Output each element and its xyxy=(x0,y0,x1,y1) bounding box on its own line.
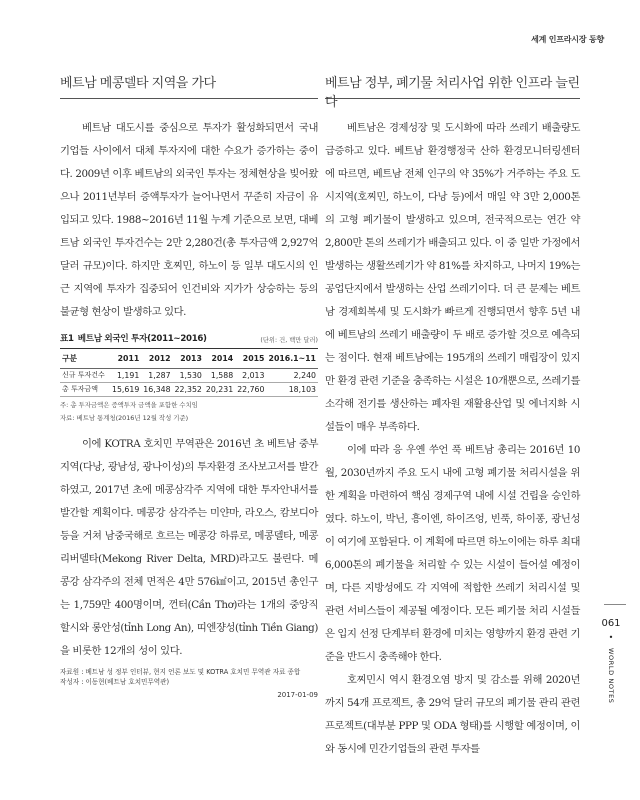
right-paragraph-1: 베트남은 경제성장 및 도시화에 따라 쓰레기 배출량도 급증하고 있다. 베트남 환경행정국 산하 환경모니터링센터에 따르면, 베트남 전체 인구의 약 35%가 거주하는 주요 도시지역(호찌민, 하노이, 다낭 등)에서 매일 약 3만 2,000톤의 고형 폐기물이 발생하고 있으며, 전국적으로는 연간 약 2,800만 톤의 쓰레기가 배출되고 있다. 이 중 일반 가정에서 발생하는 생활쓰레기가 약 81%를 차지하고, 나머지 19%는 공업단지에서 발생하는 산업 쓰레기이다. 더 큰 문제는 베트남 경제회복세 및 도시화가 빠르게 진행되면서 향후 5년 내에 베트남의 쓰레기 배출량이 두 배로 증가할 것으로 예측되는 점이다. 현재 베트남에는 195개의 쓰레기 매립장이 있지만 환경 관련 기준을 충족하는 시설은 10개뿐으로, 쓰레기를 소각해 전기를 생산하는 폐자원 재활용산업 및 에너지화 시설들이 매우 부족하다. xyxy=(325,122,580,433)
table-source: 자료: 베트남 통계청(2016년 12월 작성 기준) xyxy=(60,414,189,422)
table-cell: 15,619 xyxy=(110,383,141,397)
table-title-text: 베트남 외국인 투자(2011~2016) xyxy=(77,334,207,344)
table-header-cell: 2012 xyxy=(141,349,172,369)
table-row-label: 신규 투자건수 xyxy=(60,369,110,383)
source-line xyxy=(60,667,318,677)
right-paragraph-2: 이에 따라 응 우옌 쑤언 푹 베트남 총리는 2016년 10월, 2030년까지 주요 도시 내에 고형 폐기물 처리시설을 위한 계획을 마련하여 핵심 경제구역 내에 시설 건립을 승인하였다. 하노이, 박닌, 흥이엔, 하이즈엉, 빈푹, 하이퐁, 광닌성이 여기에 포함된다. 이 계획에 따르면 하노이에는 하루 최대 6,000톤의 폐기물을 처리할 수 있는 시설이 들어설 예정이며, 다른 지방성에도 각 지역에 적합한 쓰레기 처리시설 및 관련 서비스들이 제공될 예정이다. 모든 폐기물 처리 시설들은 입지 선정 단계부터 환경에 미치는 영향까지 환경 관련 기준을 반드시 충족해야 한다. xyxy=(325,444,580,663)
table-unit: (단위: 건, 백만 달러) xyxy=(260,337,318,344)
table-note: 주: 총 투자금액은 증액투자 금액을 포함한 수치임 xyxy=(60,401,198,409)
investment-table xyxy=(60,348,318,397)
side-bullet: • xyxy=(608,633,614,642)
table-row xyxy=(60,369,318,383)
table-header-cell: 2016.1~11 xyxy=(266,349,318,369)
source-value: 베트남 성 정부 인터뷰, 현지 언론 보도 및 KOTRA 호치민 무역관 자료 종합 xyxy=(85,668,301,676)
table-row xyxy=(60,383,318,397)
right-column xyxy=(325,72,580,761)
running-header: 세계 인프라시장 동향 xyxy=(531,35,604,44)
table-cell: 18,103 xyxy=(266,383,318,397)
table-cell: 1,191 xyxy=(110,369,141,383)
table-title xyxy=(60,332,207,344)
table-header-cell: 2013 xyxy=(173,349,204,369)
left-article-title: 베트남 메콩델타 지역을 가다 xyxy=(60,76,216,91)
source-value: 이동현(베트남 호치민무역관) xyxy=(85,678,170,686)
table-header-cell: 2014 xyxy=(204,349,235,369)
source-line xyxy=(60,677,318,687)
source-key: 작성자 : xyxy=(60,678,84,686)
left-paragraph-2: 이에 KOTRA 호치민 무역관은 2016년 초 베트남 중부지역(다낭, 광남성, 광나이성)의 투자환경 조사보고서를 발간하였고, 2017년 초에 메콩삼각주 지역에 대한 투자안내서를 발간할 계획이다. 메콩강 삼각주는 미얀마, 라오스, 캄보디아 등을 거쳐 남중국해로 흐르는 메콩강 하류로, 메콩델타, 메콩리버델타(Mekong River Delta, MRD)라고도 불린다. 메콩강 삼각주의 전체 면적은 4만 576㎢이고, 2015년 총인구는 1,759만 400명이며, 껀터(Cần Thơ)라는 1개의 중앙직할시와 롱안성(tỉnh Long An), 띠엔쟝성(tỉnh Tiền Giang)을 비롯한 12개의 성이 있다. xyxy=(60,438,318,657)
side-label: WORLD NOTES xyxy=(607,648,615,704)
investment-table-block xyxy=(60,332,318,423)
table-cell: 22,760 xyxy=(235,383,266,397)
table-number: 표1 xyxy=(60,334,74,344)
table-row-label: 총 투자금액 xyxy=(60,383,110,397)
table-header-cell: 2011 xyxy=(110,349,141,369)
left-column xyxy=(60,72,318,699)
right-article-title: 베트남 정부, 폐기물 처리사업 위한 인프라 늘린다 xyxy=(325,76,580,110)
page-number: 061 xyxy=(601,618,621,629)
table-cell: 16,348 xyxy=(141,383,172,397)
article-source-block xyxy=(60,667,318,687)
table-cell: 1,530 xyxy=(173,369,204,383)
table-cell: 22,352 xyxy=(173,383,204,397)
article-date: 2017-01-09 xyxy=(277,691,318,699)
table-header-cell: 구분 xyxy=(60,349,110,369)
table-cell: 2,013 xyxy=(235,369,266,383)
side-divider xyxy=(604,604,626,605)
right-paragraph-3: 호찌민시 역시 환경오염 방지 및 감소를 위해 2020년까지 54개 프로젝트, 총 29억 달러 규모의 폐기물 관리 관련 프로젝트(대부분 PPP 및 ODA 형태)를 시행할 예정이며, 이와 동시에 민간기업들의 관련 투자를 xyxy=(325,674,580,755)
left-paragraph-1: 베트남 대도시를 중심으로 투자가 활성화되면서 국내 기업들 사이에서 대체 투자지에 대한 수요가 증가하는 중이다. 2009년 이후 베트남의 외국인 투자는 정체현상을 빚어왔으나 2011년부터 증액투자가 늘어나면서 꾸준히 자금이 유입되고 있다. 1988~2016년 11월 누계 기준으로 보면, 대베트남 외국인 투자건수는 2만 2,280건(총 투자금액 2,927억 달러 규모)이다. 하지만 호찌민, 하노이 등 일부 대도시의 인근 지역에 투자가 집중되어 인건비와 지가가 상승하는 등의 불균형 현상이 발생하고 있다. xyxy=(60,122,318,318)
left-title-rule xyxy=(60,98,318,99)
table-cell: 1,287 xyxy=(141,369,172,383)
table-cell: 20,231 xyxy=(204,383,235,397)
table-header-cell: 2015 xyxy=(235,349,266,369)
side-tab xyxy=(596,618,626,704)
source-key: 자료원 : xyxy=(60,668,84,676)
table-cell: 2,240 xyxy=(266,369,318,383)
table-cell: 1,588 xyxy=(204,369,235,383)
right-title-rule xyxy=(325,98,580,99)
